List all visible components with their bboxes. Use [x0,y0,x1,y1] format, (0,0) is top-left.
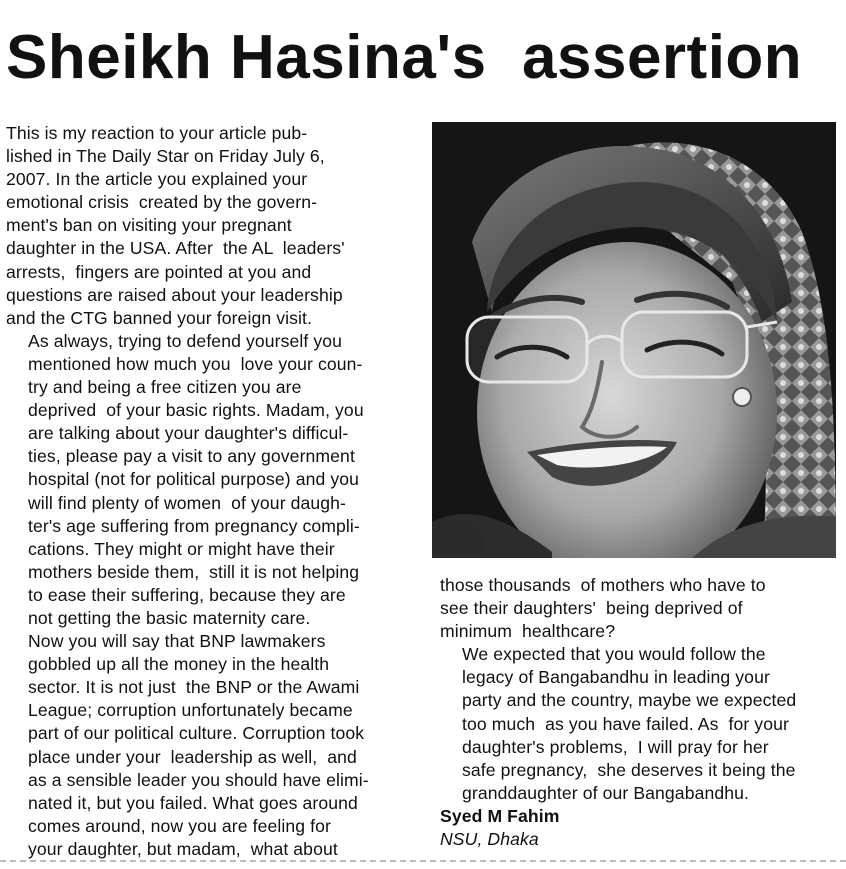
portrait-photo-icon [432,122,836,558]
bottom-divider [0,860,846,862]
text-line: daughter in the USA. After the AL leaders' [6,238,345,259]
text-line: deprived of your basic rights. Madam, you [28,400,364,421]
text-line: legacy of Bangabandhu in leading your [462,667,770,688]
text-line: your daughter, but madam, what about [28,838,338,859]
text-line: mothers beside them, still it is not helping [28,561,360,582]
text-line: This is my reaction to your article pub- [6,123,308,143]
text-line: see their daughters' being deprived of [440,598,743,619]
text-line: ter's age suffering from pregnancy compli- [28,515,360,536]
paragraph-2 [6,330,426,630]
signature [440,805,845,851]
text-line: ment's ban on visiting your pregnant [6,215,292,236]
text-line: too much as you have failed. As for your [462,713,789,734]
text-line: sector. It is not just the BNP or the Awami [28,677,360,698]
text-line: emotional crisis created by the govern- [6,192,318,213]
text-line: and the CTG banned your foreign visit. [6,307,312,328]
text-line: As always, trying to defend yourself you [28,330,343,351]
text-line: 2007. In the article you explained your [6,169,308,190]
text-line: party and the country, maybe we expected [462,690,797,711]
text-line: daughter's problems, I will pray for her [462,736,769,757]
text-line: cations. They might or might have their [28,538,335,559]
text-line: arrests, fingers are pointed at you and [6,261,312,282]
text-line: not getting the basic maternity care. [28,607,311,628]
text-line: hospital (not for political purpose) and you [28,469,360,490]
text-line: part of our political culture. Corruption took [28,723,365,744]
author-place: NSU, Dhaka [440,829,539,850]
text-line: try and being a free citizen you are [28,377,302,398]
text-line: are talking about your daughter's difficul- [28,423,349,444]
text-line: Now you will say that BNP lawmakers [28,631,326,652]
paragraph-4 [440,574,845,643]
text-line: mentioned how much you love your coun- [28,353,363,374]
text-line: those thousands of mothers who have to [440,575,766,595]
text-line: gobbled up all the money in the health [28,654,330,675]
article-column-right [440,574,845,851]
text-line: as a sensible leader you should have elimi- [28,769,369,790]
article-column-left [6,122,426,861]
headline: Sheikh Hasina's assertion [6,23,803,92]
paragraph-5 [440,643,845,805]
text-line: minimum healthcare? [440,621,616,642]
text-line: will find plenty of women of your daugh- [28,492,347,513]
text-line: questions are raised about your leadership [6,284,343,305]
text-line: We expected that you would follow the [462,644,766,665]
text-line: League; corruption unfortunately became [28,700,353,721]
paragraph-1 [6,122,426,330]
text-line: nated it, but you failed. What goes around [28,792,358,813]
text-line: granddaughter of our Bangabandhu. [462,782,749,803]
portrait-photo [432,122,836,558]
paragraph-3 [6,630,426,861]
text-line: to ease their suffering, because they are [28,584,346,605]
text-line: place under your leadership as well, and [28,746,357,767]
text-line: comes around, now you are feeling for [28,815,331,836]
text-line: lished in The Daily Star on Friday July 6, [6,146,325,167]
text-line: safe pregnancy, she deserves it being the [462,759,796,780]
author-name: Syed M Fahim [440,805,560,826]
text-line: ties, please pay a visit to any government [28,446,355,467]
